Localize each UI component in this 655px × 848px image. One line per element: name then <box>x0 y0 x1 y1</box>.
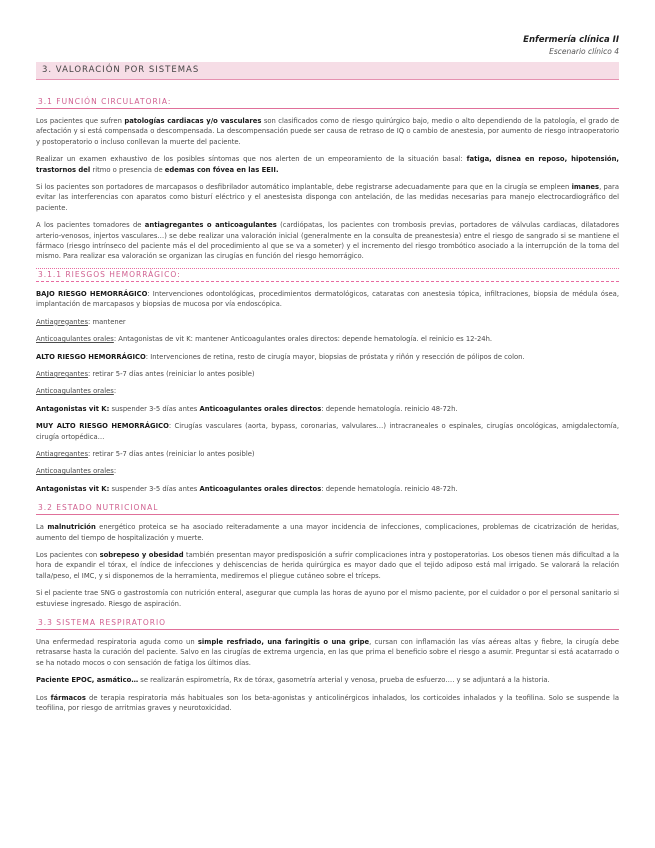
subsection-title-respiratorio: 3.3 SISTEMA RESPIRATORIO <box>36 617 619 630</box>
paragraph: Realizar un examen exhaustivo de los posibles síntomas que nos alerten de un empeoramiento de la situación basal: fatiga, disnea en reposo, hipotensión, trastornos del ritmo o presencia de edemas con fóvea en las EEII. <box>36 155 619 174</box>
paragraph: La malnutrición energético proteica se ha asociado reiteradamente a una mayor incidencia de infecciones, complicaciones, problemas de cicatrización de heridas, aumento del tiempo de hospitalización y muerte. <box>36 523 619 542</box>
paragraph: A los pacientes tomadores de antiagregantes o anticoagulantes (cardiópatas, los pacientes con trombosis previas, portadores de válvulas cardiacas, dilatadores arterio-venosos, injertos vasculares…) se debe realizar una valoración inicial (generalmente en la consulta de preanestesia) entre el riesgo de sangrado si se mantiene el fármaco (riesgo intrínseco del paciente más el del procedimiento al que se va a someter) y el incremento del riesgo trombótico asociado a la interrupción de la toma del mismo. Para realizar esa valoración se organizan las cirugías en función del riesgo hemorrágico. <box>36 221 619 261</box>
subsection-title-nutricional: 3.2 ESTADO NUTRICIONAL <box>36 502 619 515</box>
paragraph: Anticoagulantes orales: <box>36 467 117 476</box>
paragraph: Antagonistas vit K: suspender 3-5 días antes Anticoagulantes orales directos: depende hematología. reinicio 48-72h. <box>36 484 458 493</box>
paragraph: MUY ALTO RIESGO HEMORRÁGICO: Cirugías vasculares (aorta, bypass, coronarias, valvulares…) intracraneales o espinales, cirugías oncológicas, amigdalectomía, cirugía ortopédica… <box>36 422 619 441</box>
page-header <box>36 34 619 58</box>
paragraph: Paciente EPOC, asmático… se realizarán espirometría, Rx de tórax, gasometría arterial y venosa, prueba de esfuerzo…. y se adjuntará a la historia. <box>36 676 550 685</box>
paragraph: Los pacientes con sobrepeso y obesidad también presentan mayor predisposición a sufrir complicaciones intra y postoperatorias. Los obesos tienen más dificultad a la hora de expandir el tórax, el índice de infecciones y dehiscencias de herida quirúrgica es mayor dado que el tejido adiposo está mal irrigado. Se valorará la relación talla/peso, el IMC, y si disponemos de la herramienta, mediremos el pliegue cutáneo sobre el tríceps. <box>36 550 619 580</box>
paragraph: Antiagregantes: retirar 5-7 días antes (reiniciar lo antes posible) <box>36 449 255 458</box>
paragraph: Si los pacientes son portadores de marcapasos o desfibrilador automático implantable, debe registrarse adecuadamente para que en la cirugía se empleen imanes, para evitar las interferencias con aparatos como bisturí eléctrico y el anestesista disponga con antelación, de las medidas necesarias para manejo electrocardiográfico del paciente. <box>36 183 619 212</box>
paragraph: Una enfermedad respiratoria aguda como un simple resfriado, una faringitis o una gripe, cursan con inflamación las vías aéreas altas y fiebre, la cirugía debe retrasarse hasta la curación del paciente. Salvo en las cirugías de extrema urgencia, en las que prima el beneficio sobre el riesgo a asumir. Preguntar si está acatarrado o se ha notado mocos o con sensación de fatiga los últimos días. <box>36 638 619 667</box>
paragraph: Anticoagulantes orales: Antagonistas de vit K: mantener Anticoagulantes orales directos: depende hematología. el reinicio es 12-24h. <box>36 335 493 344</box>
subsection-title-circulatoria: 3.1 FUNCIÓN CIRCULATORIA: <box>36 96 619 109</box>
paragraph: Antagonistas vit K: suspender 3-5 días antes Anticoagulantes orales directos: depende hematología. reinicio 48-72h. <box>36 404 458 413</box>
paragraph: Si el paciente trae SNG o gastrostomía con nutrición enteral, asegurar que cumpla las horas de ayuno por el mismo paciente, por el cuidador o por el personal sanitario si estuviese ingresado. Riesgo de aspiración. <box>36 589 619 608</box>
paragraph: Anticoagulantes orales: <box>36 387 117 396</box>
paragraph: ALTO RIESGO HEMORRÁGICO: Intervenciones de retina, resto de cirugía mayor, biopsias de próstata y riñón y resección de pólipos de colon. <box>36 352 525 361</box>
paragraph: Antiagregantes: retirar 5-7 días antes (reiniciar lo antes posible) <box>36 369 255 378</box>
course-subtitle: Escenario clínico 4 <box>549 47 619 56</box>
course-title: Enfermería clínica II <box>523 35 619 45</box>
paragraph: Los pacientes que sufren patologías cardiacas y/o vasculares son clasificados como de riesgo quirúrgico bajo, medio o alto dependiendo de la patología, el grado de afectación y si está compensada o descompensada. La descompensación puede ser causa de retraso de IQ o cambio de anestesia, por aumento de riesgo intraoperatorio y postoperatorio o incluso conllevan la muerte del paciente. <box>36 117 620 146</box>
subsection-title-riesgos: 3.1.1 RIESGOS HEMORRÁGICO: <box>36 268 619 282</box>
paragraph: BAJO RIESGO HEMORRÁGICO: Intervenciones odontológicas, procedimientos dermatológicos, cataratas con anestesia tópica, infiltraciones, biopsia de médula ósea, implantación de marcapasos y biopsias de mucosa por vía endoscópica. <box>36 289 619 309</box>
section-title: 3. VALORACIÓN POR SISTEMAS <box>36 62 619 80</box>
paragraph: Los fármacos de terapia respiratoria más habituales son los beta-agonistas y anticolinérgicos inhalados, los corticoides inhalados y la teofilina. Solo se suspende la teofilina, por riesgo de arritmias graves y neurotoxicidad. <box>36 693 620 713</box>
paragraph: Antiagregantes: mantener <box>36 317 126 326</box>
